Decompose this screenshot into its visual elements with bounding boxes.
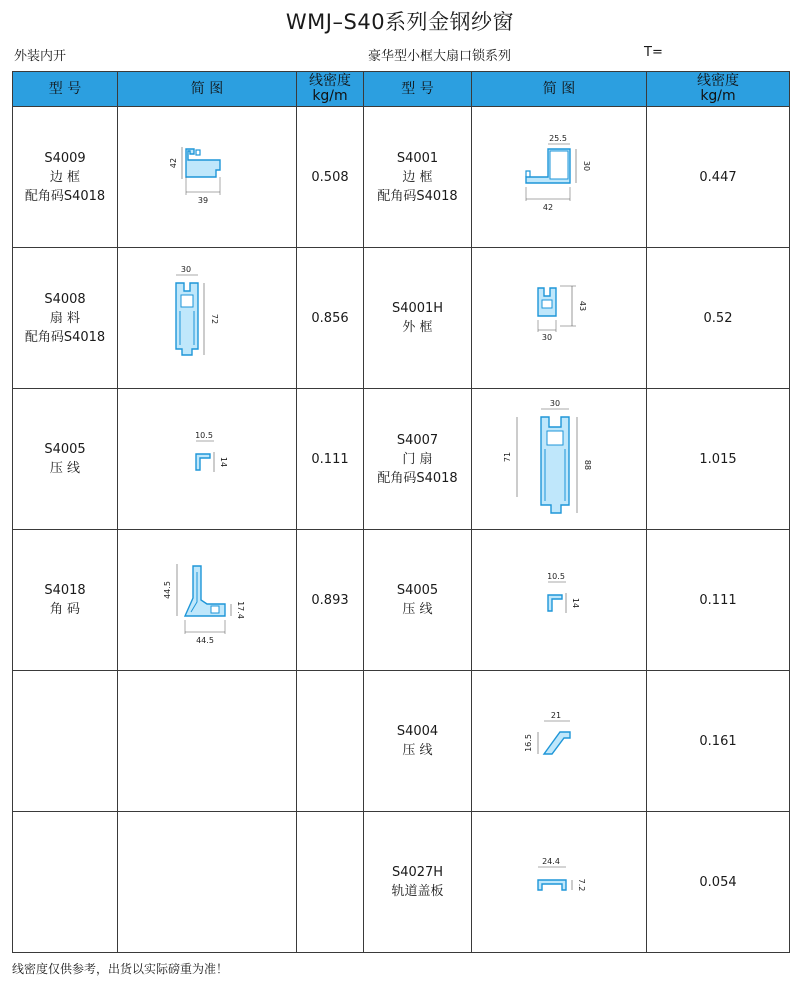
model-name: 门 扇 xyxy=(402,451,433,467)
table-row xyxy=(13,530,790,671)
model-name: 扇 料 xyxy=(49,310,81,326)
model-code: S4005 xyxy=(396,583,439,598)
density-cell xyxy=(297,812,364,953)
model-cell xyxy=(364,671,472,812)
profile-drawing-s4018 xyxy=(147,550,267,650)
density-cell: 1.015 xyxy=(647,389,790,530)
model-code: S4005 xyxy=(44,442,86,457)
dim-height: 72 xyxy=(210,313,219,325)
model-code: S4009 xyxy=(44,150,86,166)
table-header-row xyxy=(13,72,790,107)
dim-width: 39 xyxy=(197,196,209,205)
table-row xyxy=(13,389,790,530)
drawing-cell xyxy=(118,107,297,248)
header-drawing-right: 简 图 xyxy=(472,72,647,107)
header-density-right xyxy=(647,72,790,107)
dim-top: 30 xyxy=(180,265,192,274)
model-cell xyxy=(13,812,118,953)
profile-drawing-s4008 xyxy=(152,263,262,373)
drawing-cell xyxy=(472,389,647,530)
profile-drawing-s4005 xyxy=(152,424,262,494)
model-code: S4004 xyxy=(396,724,439,739)
drawing-cell xyxy=(472,671,647,812)
profile-drawing-s4007 xyxy=(499,397,619,522)
footer-note: 线密度仅供参考，出货以实际磅重为准！ xyxy=(12,962,229,976)
dim-height: 14 xyxy=(571,597,580,609)
dim-height-right: 88 xyxy=(583,459,592,470)
dim-top: 10.5 xyxy=(195,431,213,440)
header-density-left xyxy=(297,72,364,107)
model-note: 配角码S4018 xyxy=(377,188,458,204)
subtitle-t: T= xyxy=(644,45,663,60)
model-note: 配角码S4018 xyxy=(24,188,106,204)
model-cell xyxy=(364,530,472,671)
model-note: 配角码S4018 xyxy=(377,470,458,486)
subtitle-right: 豪华型小框大扇口锁系列 xyxy=(368,49,512,64)
dim-height-left: 44.5 xyxy=(163,581,172,599)
model-cell xyxy=(364,389,472,530)
drawing-cell xyxy=(472,530,647,671)
density-cell: 0.111 xyxy=(297,389,364,530)
dim-height: 42 xyxy=(169,157,178,169)
dim-top: 25.5 xyxy=(549,134,567,143)
density-cell: 0.447 xyxy=(647,107,790,248)
dim-top: 10.5 xyxy=(547,572,565,581)
drawing-cell xyxy=(118,389,297,530)
model-name: 压 线 xyxy=(402,743,433,758)
model-code: S4027H xyxy=(391,865,444,880)
drawing-cell xyxy=(472,107,647,248)
model-name: 外 框 xyxy=(402,320,433,335)
density-cell: 0.893 xyxy=(297,530,364,671)
profile-drawing-s4001 xyxy=(504,131,614,223)
density-cell xyxy=(297,671,364,812)
model-cell xyxy=(364,248,472,389)
model-cell xyxy=(13,389,118,530)
profile-drawing-s4027h xyxy=(504,852,614,912)
model-name: 角 码 xyxy=(49,602,81,617)
model-code: S4001 xyxy=(396,150,439,166)
dim-width: 42 xyxy=(542,203,554,212)
profile-drawing-s4009 xyxy=(152,137,262,217)
dim-height-right: 17.4 xyxy=(236,601,245,619)
page-title: WMJ–S40系列金钢纱窗 xyxy=(285,10,515,34)
dim-top: 21 xyxy=(550,711,562,720)
drawing-cell xyxy=(118,530,297,671)
density-cell: 0.856 xyxy=(297,248,364,389)
dim-top: 30 xyxy=(549,398,561,408)
density-cell: 0.508 xyxy=(297,107,364,248)
header-density-unit: kg/m xyxy=(700,88,736,104)
dim-width: 30 xyxy=(541,333,553,342)
drawing-cell xyxy=(118,671,297,812)
header-density-unit: kg/m xyxy=(312,88,348,104)
header-drawing-left: 简 图 xyxy=(118,72,297,107)
dim-width: 44.5 xyxy=(196,636,214,645)
density-cell: 0.111 xyxy=(647,530,790,671)
drawing-cell xyxy=(472,812,647,953)
drawing-cell xyxy=(118,248,297,389)
spec-table xyxy=(12,71,790,953)
model-cell xyxy=(364,812,472,953)
model-name: 边 框 xyxy=(402,169,433,185)
model-cell xyxy=(13,671,118,812)
model-name: 压 线 xyxy=(402,602,433,617)
header-density-label: 线密度 xyxy=(697,73,739,89)
header-model-right: 型 号 xyxy=(364,72,472,107)
model-cell xyxy=(13,530,118,671)
model-name: 边 框 xyxy=(49,169,81,185)
profile-drawing-s4001h xyxy=(504,278,614,358)
model-cell xyxy=(364,107,472,248)
drawing-cell xyxy=(118,812,297,953)
model-code: S4018 xyxy=(44,583,86,598)
model-code: S4008 xyxy=(44,291,86,307)
model-name: 压 线 xyxy=(49,461,81,476)
dim-height: 7.2 xyxy=(577,878,586,892)
header-model-left: 型 号 xyxy=(13,72,118,107)
model-code: S4001H xyxy=(391,301,444,316)
model-note: 配角码S4018 xyxy=(24,329,106,345)
model-cell xyxy=(13,248,118,389)
table-row xyxy=(13,107,790,248)
table-row xyxy=(13,248,790,389)
header-density-label: 线密度 xyxy=(309,73,351,89)
dim-height: 30 xyxy=(582,160,591,172)
density-cell: 0.52 xyxy=(647,248,790,389)
model-code: S4007 xyxy=(396,432,439,448)
dim-height: 43 xyxy=(578,300,587,312)
profile-drawing-s4004 xyxy=(504,706,614,776)
density-cell: 0.054 xyxy=(647,812,790,953)
density-cell: 0.161 xyxy=(647,671,790,812)
model-name: 轨道盖板 xyxy=(391,884,444,899)
dim-height-left: 71 xyxy=(503,451,512,462)
table-row xyxy=(13,671,790,812)
profile-drawing-s4005-right xyxy=(504,565,614,635)
model-cell xyxy=(13,107,118,248)
drawing-cell xyxy=(472,248,647,389)
dim-height: 14 xyxy=(219,456,228,468)
table-row xyxy=(13,812,790,953)
dim-top: 24.4 xyxy=(542,857,560,866)
dim-height: 16.5 xyxy=(524,734,533,752)
subtitle-left: 外装内开 xyxy=(14,49,67,64)
